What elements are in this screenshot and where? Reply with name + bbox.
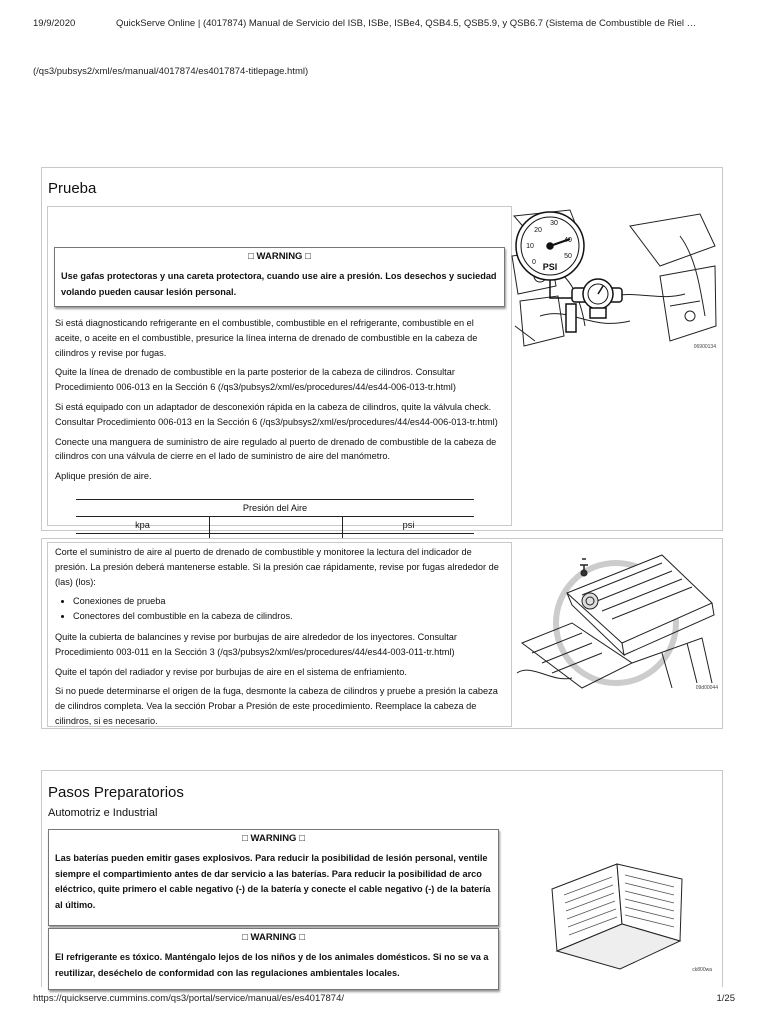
column-header-kpa: kpa — [76, 517, 210, 534]
paragraph: Si está equipado con un adaptador de desconexión rápida en la cabeza de cilindros, quite la válvula check. Consultar Procedimiento 006-013 en la Sección 6 (/qs3/pubsys2/xml/es/procedures/44/es44-006-013-tr.html) — [55, 401, 498, 427]
gauge-mark: 30 — [550, 220, 558, 227]
paragraph: Aplique presión de aire. — [55, 471, 152, 482]
pasos-preparatorios-section — [41, 770, 723, 987]
paragraph: Quite la cubierta de balancines y revise por burbujas de aire alrededor de los inyectores. Consultar Procedimiento 003-011 en la Sección 3 (/qs3/pubsys2/xml/es/procedures/44/es44-003-011-tr.html) — [55, 631, 457, 657]
gauge-mark: 20 — [534, 227, 542, 234]
fugas-section — [41, 538, 723, 729]
fugas-body — [55, 545, 500, 734]
gauge-mark: 50 — [564, 253, 572, 260]
leak-check-list — [55, 594, 500, 624]
paragraph: Si no puede determinarse el origen de la fuga, desmonte la cabeza de cilindros y pruebe a presión la cabeza de cilindros completa. Vea la sección Probar a Presión de este procedimiento. Reemplace la cabeza de cilindros, si es necesario. — [55, 686, 498, 726]
list-item: • Conectores del combustible en la cabeza de cilindros. — [73, 609, 500, 624]
warning-heading: □ WARNING □ — [248, 251, 311, 262]
gauge-mark: 10 — [526, 243, 534, 250]
warning-text: Use gafas protectoras y una careta protectora, cuando use aire a presión. Los desechos y suciedad volando pueden causar lesión personal. — [61, 271, 497, 297]
coolant-warning-box — [48, 928, 499, 990]
section-title-prueba: Prueba — [48, 180, 97, 197]
table-caption: Presión del Aire — [76, 500, 474, 517]
titlepage-link[interactable]: (/qs3/pubsys2/xml/es/manual/4017874/es4017874-titlepage.html) — [33, 66, 309, 77]
gauge-mark: 0 — [532, 259, 536, 266]
list-item: • Conexiones de prueba — [73, 594, 500, 609]
warning-heading: □ WARNING □ — [242, 833, 305, 844]
warning-box — [54, 247, 505, 307]
manual-book-illustration — [512, 829, 720, 979]
paragraph: Si está diagnosticando refrigerante en el combustible, combustible en el refrigerante, combustible en el aceite, o aceite en el combustible, presurice la línea interna de drenado de combustible en la cabeza de cilindros y revise por fugas. — [55, 318, 478, 358]
paragraph: Quite la línea de drenado de combustible en la parte posterior de la cabeza de cilindros. Consultar Procedimiento 006-013 en la Sección 6 (/qs3/pubsys2/xml/es/procedures/44/es44-006-013-tr.html) — [55, 367, 456, 393]
page-number: 1/25 — [716, 993, 735, 1004]
gauge-unit: PSI — [542, 262, 558, 272]
illustration-code: ck800wa — [692, 967, 712, 973]
prueba-step-panel — [47, 206, 512, 530]
illustration-code: 09d00044 — [695, 685, 718, 691]
section-title-pasos: Pasos Preparatorios — [48, 784, 184, 801]
warning-text: El refrigerante es tóxico. Manténgalo lejos de los niños y de los animales domésticos. Si no se va a reutilizar, deséchelo de conformidad con las regulaciones ambientales locales. — [55, 952, 489, 978]
section-subtitle: Automotriz e Industrial — [48, 807, 158, 819]
gauge-mark: 40 — [564, 237, 572, 244]
column-header-blank — [210, 517, 343, 534]
prueba-body — [55, 316, 500, 489]
paragraph: Quite el tapón del radiador y revise por burbujas de aire en el sistema de enfriamiento. — [55, 666, 407, 677]
valve-cover-illustration — [512, 543, 720, 693]
column-header-psi: psi — [343, 517, 475, 534]
prueba-section — [41, 167, 723, 531]
pressure-gauge-illustration — [510, 206, 720, 353]
fugas-step-panel — [47, 542, 512, 727]
footer-url[interactable]: https://quickserve.cummins.com/qs3/portal/service/manual/es/es4017874/ — [33, 993, 345, 1004]
battery-warning-box — [48, 829, 499, 926]
illustration-code: 06900134 — [693, 344, 716, 350]
paragraph: Corte el suministro de aire al puerto de drenado de combustible y monitoree la lectura del indicador de presión. La presión deberá mantenerse estable. Si la presión cae rápidamente, revise por fugas alrededor de (las) (los): — [55, 547, 499, 587]
print-date: 19/9/2020 — [33, 18, 76, 29]
paragraph: Conecte una manguera de suministro de aire regulado al puerto de drenado de combustible de la cabeza de cilindros con una válvula de cierre en el lado de suministro de aire del manómetro. — [55, 436, 497, 462]
document-title: QuickServe Online | (4017874) Manual de Servicio del ISB, ISBe, ISBe4, QSB4.5, QSB5.9, y QSB6.7 (Sistema de Combustible de Riel … — [116, 18, 697, 29]
warning-heading: □ WARNING □ — [242, 932, 305, 943]
warning-text: Las baterías pueden emitir gases explosivos. Para reducir la posibilidad de lesión personal, ventile siempre el compartimiento antes de dar servicio a las baterías. Para reducir la posibilidad de arco eléctrico, quite primero el cable negativo (-) de la batería y conecte el cable negativo (-) de la batería al último. — [55, 853, 491, 910]
